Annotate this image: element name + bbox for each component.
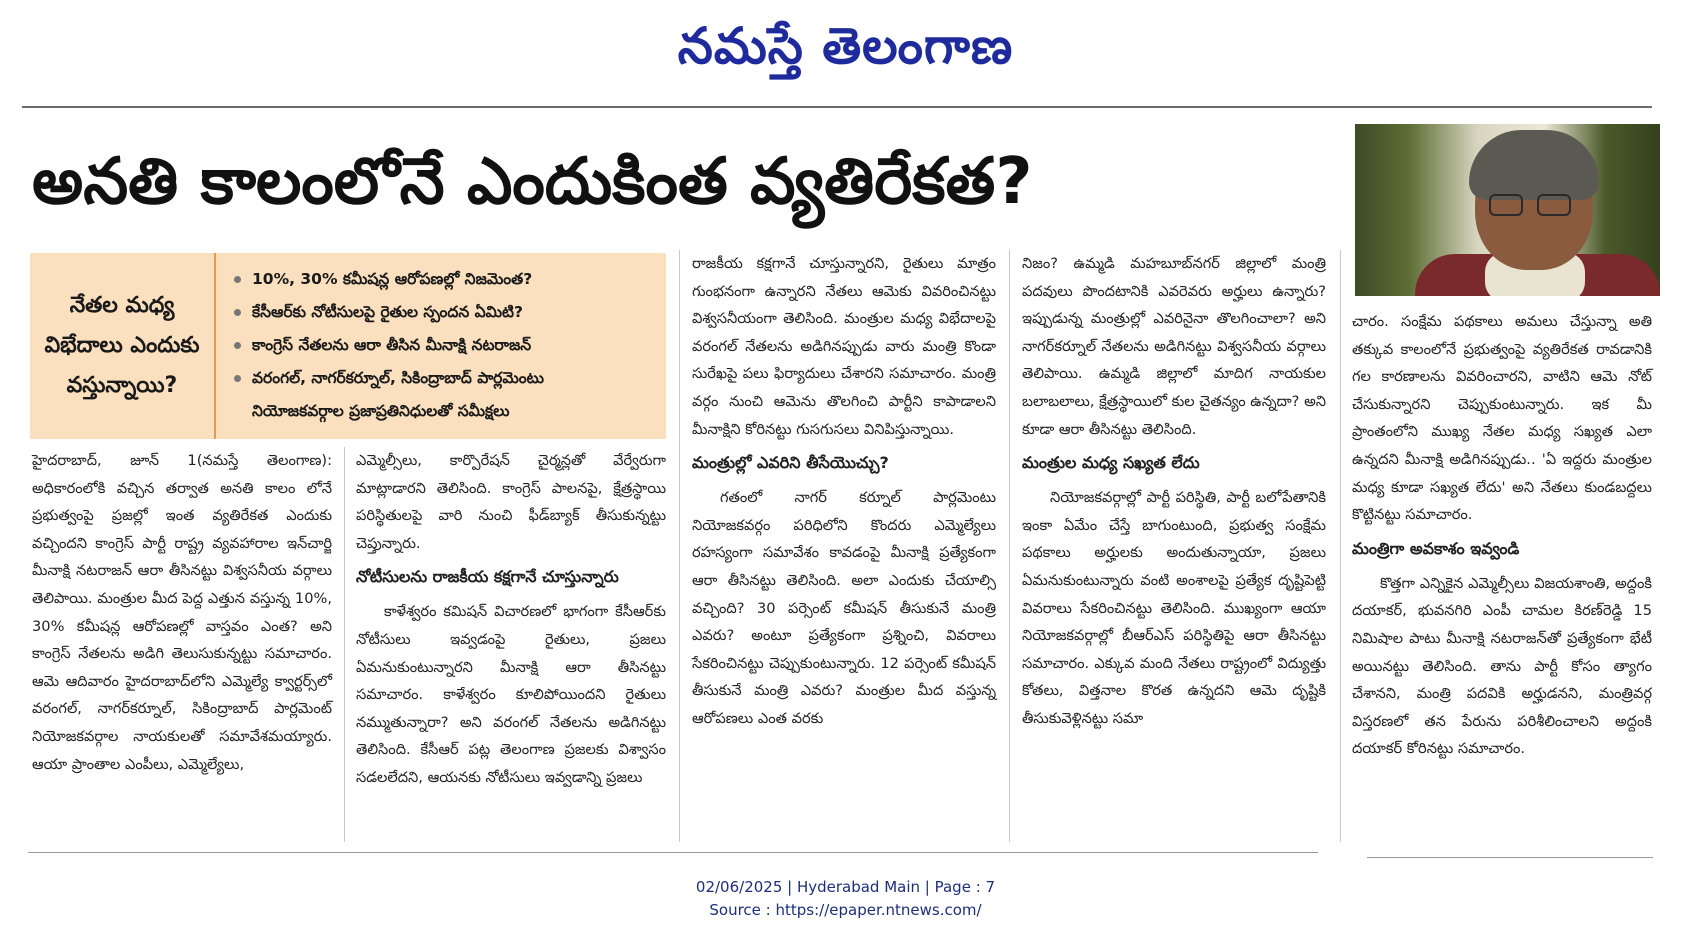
paragraph: చారం. సంక్షేమ పథకాలు అమలు చేస్తున్నా అతి తక్కువ కాలంలోనే ప్రభుత్వంపై వ్యతిరేకత రావడానికి గల కారణాలను వివరించారని, వాటిని ఆమె నోట్ చేసుకున్నారని చెప్పుకుంటున్నారు. ఇక మీ ప్రాంతంలోని ముఖ్య నేతల మధ్య సఖ్యత ఎలా ఉన్నదని మీనాక్షి అడిగినప్పుడు.. 'ఏ ఇద్దరు మంత్రుల మధ్య కూడా సఖ్యత లేదు' అని నేతలు కుండబద్దలు కొట్టినట్టు సమాచారం. xyxy=(1352,313,1652,524)
article-column-2 xyxy=(356,447,666,792)
photo-glasses-right xyxy=(1537,194,1571,216)
highlights-question: నేతల మధ్య విభేదాలు ఎందుకు వస్తున్నాయి? xyxy=(30,253,216,439)
article-headline: అనతి కాలంలోనే ఎందుకింత వ్యతిరేకత? xyxy=(32,145,1033,219)
highlights-box xyxy=(30,253,666,439)
article-bottom-rule xyxy=(1367,857,1653,858)
paragraph: ఎమ్మెల్సీలు, కార్పొరేషన్ చైర్మన్లతో వేర్వేరుగా మాట్లాడారని తెలిసింది. కాంగ్రెస్ పాలనపై, క్షేత్రస్థాయి పరిస్థితులపై వారి నుంచి ఫీడ్‌బ్యాక్ తీసుకున్నట్టు చెప్తున్నారు. xyxy=(356,452,666,552)
column-divider xyxy=(679,250,680,842)
bullet-icon xyxy=(234,309,241,316)
paragraph: కొత్తగా ఎన్నికైన ఎమ్మెల్సీలు విజయశాంతి, అద్దంకి దయాకర్, భువనగిరి ఎంపీ చామల కిరణ్‌రెడ్డి 15 నిమిషాల పాటు మీనాక్షి నటరాజన్‌తో ప్రత్యేకంగా భేటీ అయినట్టు తెలిసింది. తాను పార్టీ కోసం త్యాగం చేశానని, మంత్రి పదవికి అర్హుడనని, మంత్రివర్గ విస్తరణలో తన పేరును పరిశీలించాలని అద్దంకి దయాకర్ కోరినట్టు సమాచారం. xyxy=(1352,574,1652,758)
highlights-list xyxy=(230,263,660,428)
subheading: మంత్రుల్లో ఎవరిని తీసేయొచ్చు? xyxy=(692,453,889,473)
masthead xyxy=(0,0,1691,100)
column-divider xyxy=(344,447,345,842)
highlight-item: కేసీఆర్‌కు నోటీసులపై రైతుల స్పందన ఏమిటి? xyxy=(230,296,660,329)
column-divider xyxy=(1340,250,1341,842)
subheading: మంత్రిగా అవకాశం ఇవ్వండి xyxy=(1352,538,1520,558)
portrait-photo xyxy=(1355,124,1660,296)
bullet-icon xyxy=(234,342,241,349)
bullet-icon xyxy=(234,375,241,382)
paragraph: గతంలో నాగర్ కర్నూల్ పార్లమెంటు నియోజకవర్గం పరిధిలోని కొందరు ఎమ్మెల్యేలు రహస్యంగా సమావేశం కావడంపై మీనాక్షి ప్రత్యేకంగా ఆరా తీసినట్టు తెలిసింది. అలా ఎందుకు చేయాల్సి వచ్చింది? 30 పర్సెంట్ కమీషన్ తీసుకునే మంత్రి ఎవరు? అంటూ ప్రత్యేకంగా ప్రశ్నించి, వివరాలు సేకరించినట్టు చెప్పుకుంటున్నారు. 12 పర్సెంట్ కమీషన్ తీసుకునే మంత్రి ఎవరు? మంత్రుల మీద వస్తున్న ఆరోపణలు ఎంత వరకు xyxy=(692,489,996,727)
masthead-divider xyxy=(22,106,1652,108)
paragraph: హైదరాబాద్, జూన్ 1(నమస్తే తెలంగాణ): అధికారంలోకి వచ్చిన తర్వాత అనతి కాలం లోనే ప్రభుత్వంపై ప్రజల్లో ఇంత వ్యతిరేకత ఎందుకు వచ్చిందని కాంగ్రెస్ పార్టీ రాష్ట్ర వ్యవహారాల ఇన్‌చార్జి మీనాక్షి నటరాజన్ ఆరా తీసినట్టు విశ్వసనీయ వర్గాలు తెలిపాయి. మంత్రుల మీద పెద్ద ఎత్తున వస్తున్న 10%, 30% కమీషన్ల ఆరోపణల్లో వాస్తవం ఎంత? అని కాంగ్రెస్ నేతలను అడిగి తెలుసుకున్నట్టు సమాచారం. ఆమె ఆదివారం హైదరాబాద్‌లోని ఎమ్మెల్యే క్వార్టర్స్‌లో వరంగల్, నాగర్‌కర్నూల్, సికింద్రాబాద్ పార్లమెంట్ నియోజకవర్గాల నాయకులతో సమావేశమయ్యారు. ఆయా ప్రాంతాల ఎంపీలు, ఎమ్మెల్యేలు, xyxy=(32,452,332,773)
article-bottom-rule xyxy=(28,852,1318,853)
paragraph: నిజం? ఉమ్మడి మహబూబ్‌నగర్ జిల్లాలో మంత్రి పదవులు పొందటానికి ఎవరెవరు అర్హులు ఉన్నారు? ఇప్పుడున్న మంత్రుల్లో ఎవరినైనా తొలగించాలా? అని నాగర్‌కర్నూల్ నేతలను అడిగినట్టు విశ్వసనీయ వర్గాలు తెలిపాయి. ఉమ్మడి జిల్లాలో మాదిగ నాయకుల బలాబలాలు, క్షేత్రస్థాయిలో కుల చైతన్యం ఉన్నదా? అని కూడా ఆరా తీసినట్టు తెలిసింది. xyxy=(1022,255,1326,438)
paragraph: నియోజకవర్గాల్లో పార్టీ పరిస్థితి, పార్టీ బలోపేతానికి ఇంకా ఏమేం చేస్తే బాగుంటుంది, ప్రభుత్వ సంక్షేమ పథకాలు అర్హులకు అందుతున్నాయా, ప్రజలు ఏమనుకుంటున్నారు వంటి అంశాలపై ప్రత్యేక దృష్టిపెట్టి వివరాలు సేకరించినట్టు తెలిసింది. ముఖ్యంగా ఆయా నియోజకవర్గాల్లో బీఆర్‌ఎస్ పరిస్థితిపై ఆరా తీసినట్టు సమాచారం. ఎక్కువ మంది నేతలు రాష్ట్రంలో విద్యుత్తు కోతలు, విత్తనాల కొరత ఉన్నదని ఆమె దృష్టికి తీసుకువెళ్లినట్టు సమా xyxy=(1022,489,1326,727)
photo-hair-shape xyxy=(1469,130,1599,200)
subheading: నోటీసులను రాజకీయ కక్షగానే చూస్తున్నారు xyxy=(356,567,619,587)
article-column-3 xyxy=(692,250,996,733)
article-column-1 xyxy=(32,447,332,778)
bullet-icon xyxy=(234,276,241,283)
highlight-item: వరంగల్, నాగర్‌కర్నూల్, సికింద్రాబాద్ పార్లమెంటు xyxy=(230,362,660,395)
photo-glasses-left xyxy=(1489,194,1523,216)
paragraph: రాజకీయ కక్షగానే చూస్తున్నారని, రైతులు మాత్రం గుంభనంగా ఉన్నారని నేతలు ఆమెకు వివరించినట్టు విశ్వసనీయంగా తెలిసింది. మంత్రుల మధ్య విభేదాలపై వరంగల్ నేతలను అడిగినప్పుడు వారు మంత్రి కొండా సురేఖపై పలు ఫిర్యాదులు చేశారని సమాచారం. మంత్రి వర్గం నుంచి ఆమెను తొలగించి పార్టీని కాపాడాలని మీనాక్షిని కోరినట్టు గుసగుసలు వినిపిస్తున్నాయి. xyxy=(692,255,996,438)
article-column-5 xyxy=(1352,308,1652,763)
highlight-item: 10%, 30% కమీషన్ల ఆరోపణల్లో నిజమెంత? xyxy=(230,263,660,296)
source-link[interactable]: Source : https://epaper.ntnews.com/ xyxy=(709,901,982,919)
article-column-4 xyxy=(1022,250,1326,733)
column-divider xyxy=(1009,250,1010,842)
edition-info: 02/06/2025 | Hyderabad Main | Page : 7 xyxy=(695,878,996,896)
highlight-item: కాంగ్రెస్ నేతలను ఆరా తీసిన మీనాక్షి నటరాజన్ xyxy=(230,329,660,362)
newspaper-logo: నమస్తే తెలంగాణ xyxy=(677,16,1014,75)
paragraph: కాళేశ్వరం కమిషన్ విచారణలో భాగంగా కేసీఆర్‌కు నోటీసులు ఇవ్వడంపై రైతులు, ప్రజలు ఏమనుకుంటున్నారని మీనాక్షి ఆరా తీసినట్టు సమాచారం. కాళేశ్వరం కూలిపోయిందని రైతులు నమ్ముతున్నారా? అని వరంగల్ నేతలను అడిగినట్టు తెలిసింది. కేసీఆర్ పట్ల తెలంగాణ ప్రజలకు విశ్వాసం సడలలేదని, ఆయనకు నోటీసులు ఇవ్వడాన్ని ప్రజలు xyxy=(356,603,666,786)
highlight-item-continuation: నియోజకవర్గాల ప్రజాప్రతినిధులతో సమీక్షలు xyxy=(252,402,510,420)
subheading: మంత్రుల మధ్య సఖ్యత లేదు xyxy=(1022,453,1200,473)
